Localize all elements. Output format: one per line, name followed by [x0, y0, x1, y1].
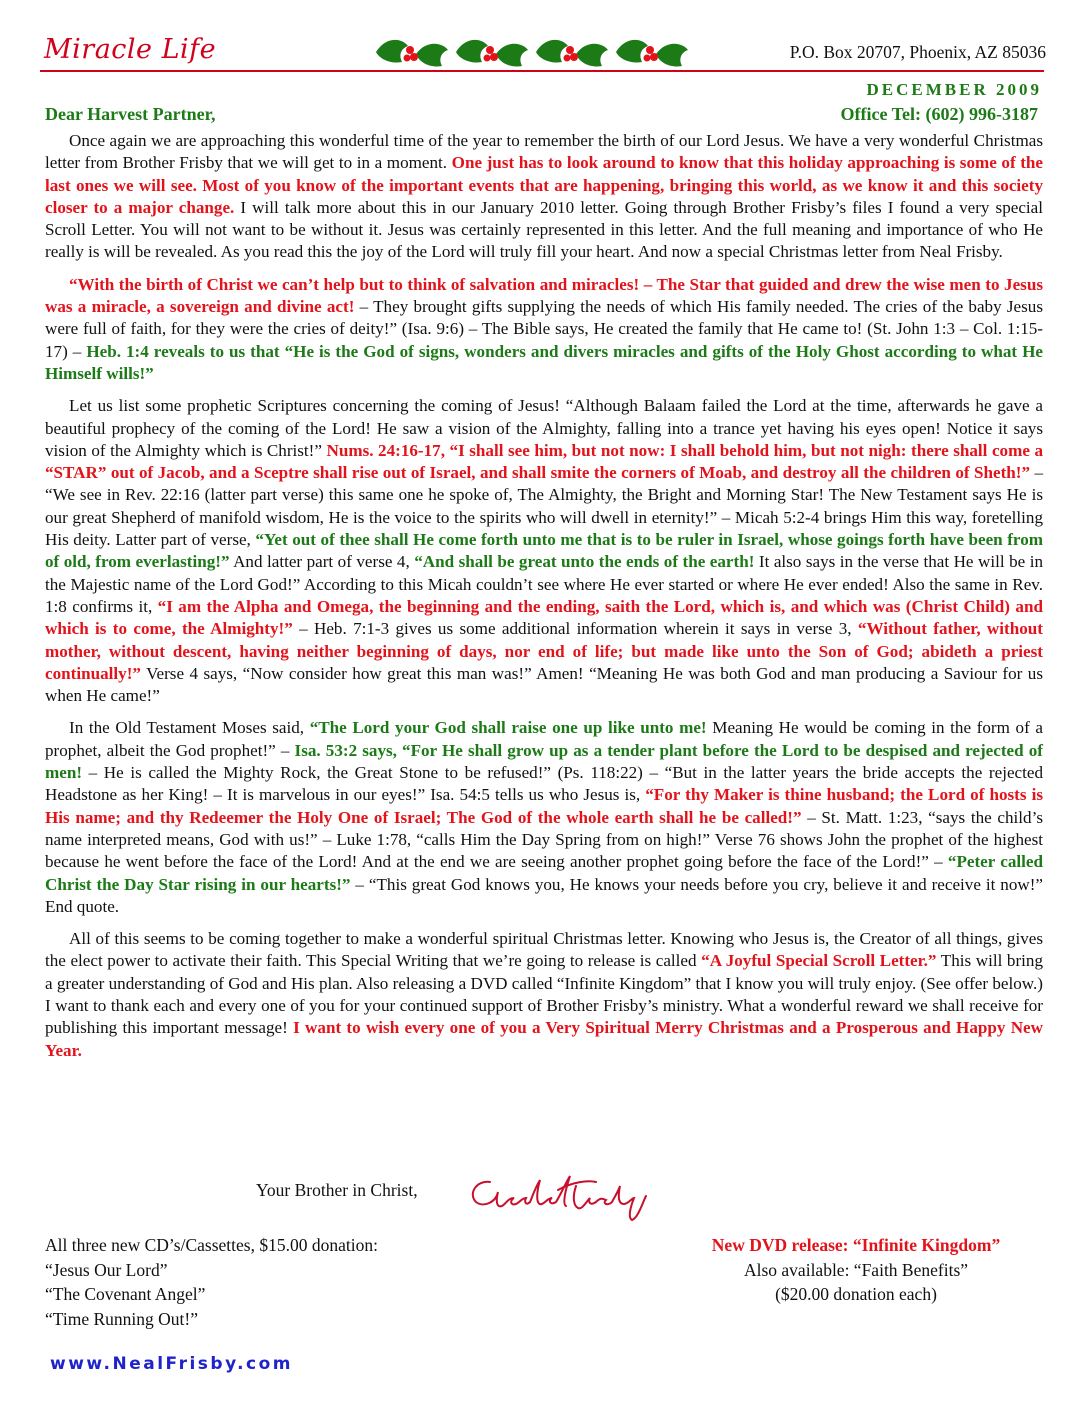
cd-title-item: “Jesus Our Lord”	[45, 1259, 168, 1280]
red-emphasis-text: One just has to look around to know that this holiday approaching is some of the last ones we will see. Most of you know of the important events that are happening, bringing this world, as we know it and this society closer to a major change.	[45, 153, 1043, 217]
paragraph-text: – He is called the Mighty Rock, the Great Stone to be refused!” (Ps. 118:22) – “But in the latter years the bride accepts the rejected Headstone as her King! – It is marvelous in our eyes!” Isa. 54:5 tells us who Jesus is,	[45, 763, 1043, 805]
paragraph-text: Verse 4 says, “Now consider how great this man was!” Amen! “Meaning He was both God and man producing a Saviour for us when He came!”	[45, 663, 1043, 706]
miracle-life-logo: Miracle Life	[44, 34, 217, 65]
paragraph-text: Meaning He would be coming in the form of a prophet, albeit the God prophet!” –	[45, 718, 1043, 760]
paragraph-text: – St. Matt. 1:23, “says the child’s name interpreted means, God with us!” – Luke 1:78, “calls Him the Day Spring from on high!” Verse 76 shows John the prophet of the highest because he went before the face of the Lord! And at the end we are seeing another prophet going before the face of the Lord!” –	[45, 807, 1043, 872]
cd-title-item: “Time Running Out!”	[45, 1308, 198, 1329]
paragraph-text: Once again we are approaching this wonderful time of the year to remember the birth of our Lord Jesus. We have a very wonderful Christmas letter from Brother Frisby that we will get to in a moment.	[45, 131, 1043, 173]
paragraph-text: And latter part of verse 4,	[229, 552, 415, 572]
also-available: Also available: “Faith Benefits”	[743, 1259, 969, 1280]
salutation: Dear Harvest Partner,	[45, 104, 216, 124]
signature	[462, 1168, 674, 1224]
red-emphasis-text: I want to wish every one of you a Very Spiritual Merry Christmas and a Prosperous and Happy New Year.	[45, 1018, 1043, 1060]
green-emphasis-text: Heb. 1:4 reveals to us that “He is the God of signs, wonders and divers miracles and gifts of the Holy Ghost according to what He Himself wills!”	[45, 341, 1043, 383]
letter-date: DECEMBER 2009	[866, 80, 1042, 99]
cd-offer-heading: All three new CD’s/Cassettes, $15.00 donation:	[45, 1235, 378, 1255]
paragraph-text: This will bring a greater understanding of God and His plan. Also releasing a DVD called “Infinite Kingdom” that I know you will truly enjoy. (See offer below.) I want to thank each and every one of you for your continued support of Brother Frisby’s ministry. What a wonderful reward we shall receive for publishing this important message!	[45, 951, 1043, 1038]
paragraph-text: All of this seems to be coming together to make a wonderful spiritual Christmas letter. Knowing who Jesus is, the Creator of all things, gives the elect power to activate their faith. This Special Writing that we’re going to release is called	[45, 929, 1043, 971]
paragraph-text: In the Old Testament Moses said,	[69, 718, 310, 738]
website-link[interactable]: www.NealFrisby.com	[50, 1354, 294, 1374]
dvd-release-title: New DVD release: “Infinite Kingdom”	[711, 1235, 1001, 1255]
paragraph-text: It also says in the verse that He will be in the Majestic name of the Lord God!” According to this Micah couldn’t see where He ever started or where He ever ended! Also the same in Rev. 1:8 confirms it,	[45, 552, 1043, 616]
po-box-address: P.O. Box 20707, Phoenix, AZ 85036	[789, 42, 1046, 62]
paragraph-text: – Heb. 7:1-3 gives us some additional information wherein it says in verse 3,	[292, 619, 858, 639]
red-emphasis-text: “A Joyful Special Scroll Letter.”	[701, 951, 937, 971]
red-emphasis-text: Nums. 24:16-17, “I shall see him, but not now: I shall behold him, but not nigh: there shall come a “STAR” out of Jacob, and a Sceptre shall rise out of Israel, and shall smite the corners of Moab, and destroy all the children of Sheth!”	[45, 440, 1043, 483]
paragraph-text: – “We see in Rev. 22:16 (latter part verse) this same one he spoke of, The Almighty, the Bright and Morning Star! The New Testament says He is our great Shepherd of manifold wisdom, He is the voice to the spirits who will dwell in eternity!” – Micah 5:2-4 brings Him this way, foretelling His deity. Latter part of verse,	[45, 463, 1044, 550]
dvd-donation-price: ($20.00 donation each)	[775, 1284, 937, 1304]
green-emphasis-text: “Yet out of thee shall He come forth unto me that is to be ruler in Israel, whose goings forth have been from of old, from everlasting!”	[45, 530, 1043, 572]
red-emphasis-text: “I am the Alpha and Omega, the beginning and the ending, saith the Lord, which is, and which was (Christ Child) and which is to come, the Almighty!”	[45, 596, 1043, 639]
green-emphasis-text: Isa. 53:2 says, “For He shall grow up as a tender plant before the Lord to be despised and rejected of men!	[45, 740, 1044, 783]
closing-line: Your Brother in Christ,	[256, 1180, 418, 1200]
red-emphasis-text: “For thy Maker is thine husband; the Lord of hosts is His name; and thy Redeemer the Holy One of Israel; The God of the whole earth shall he be called!”	[45, 785, 1043, 827]
green-emphasis-text: “And shall be great unto the ends of the earth!	[414, 552, 755, 572]
red-emphasis-text: “Without father, without mother, without descent, having neither beginning of days, nor end of life; but made like unto the Son of God; abideth a priest continually!”	[45, 619, 1043, 683]
letterhead	[40, 30, 1048, 80]
green-emphasis-text: “The Lord your God shall raise one up like unto me!	[309, 718, 707, 738]
body-paragraph	[45, 928, 1043, 1062]
dvd-offer	[640, 1233, 1072, 1307]
cd-offer-list	[45, 1233, 378, 1331]
header-rule	[40, 70, 1044, 72]
paragraph-text: I will talk more about this in our January 2010 letter. Going through Brother Frisby’s files I found a very special Scroll Letter. You will not want to be without it. Jesus was certainly represented in this letter. And the full meaning and importance of who He really is will be revealed. As you read this the joy of the Lord will truly fill your heart. And now a special Christmas letter from Neal Frisby.	[45, 197, 1043, 262]
green-emphasis-text: “Peter called Christ the Day Star rising in our hearts!”	[45, 852, 1043, 894]
holly-garland-icon	[372, 30, 692, 74]
paragraph-text: – “This great God knows you, He knows your needs before you cry, believe it and receive it now!” End quote.	[45, 874, 1044, 916]
office-telephone: Office Tel: (602) 996-3187	[840, 104, 1038, 124]
paragraph-text: – They brought gifts supplying the needs of which His family needed. The cries of the baby Jesus were full of faith, for they were the cries of deity!” (Isa. 9:6) – The Bible says, He created the family that He came to! (St. John 1:3 – Col. 1:15-17) –	[45, 297, 1043, 361]
body-paragraph	[45, 274, 1043, 385]
body-paragraph	[45, 130, 1043, 264]
letter-body	[45, 130, 1043, 1072]
red-emphasis-text: “With the birth of Christ we can’t help but to think of salvation and miracles! – The Star that guided and drew the wise men to Jesus was a miracle, a sovereign and divine act!	[45, 274, 1043, 317]
paragraph-text: Let us list some prophetic Scriptures concerning the coming of Jesus! “Although Balaam failed the Lord at the time, afterwards he gave a beautiful prophecy of the coming of the Lord! He saw a vision of the Almighty, falling into a trance yet having his eyes open! Notice it says vision of the Almighty which is Christ!”	[45, 396, 1043, 460]
body-paragraph	[45, 717, 1043, 918]
cd-title-item: “The Covenant Angel”	[45, 1284, 206, 1304]
body-paragraph	[45, 395, 1043, 707]
